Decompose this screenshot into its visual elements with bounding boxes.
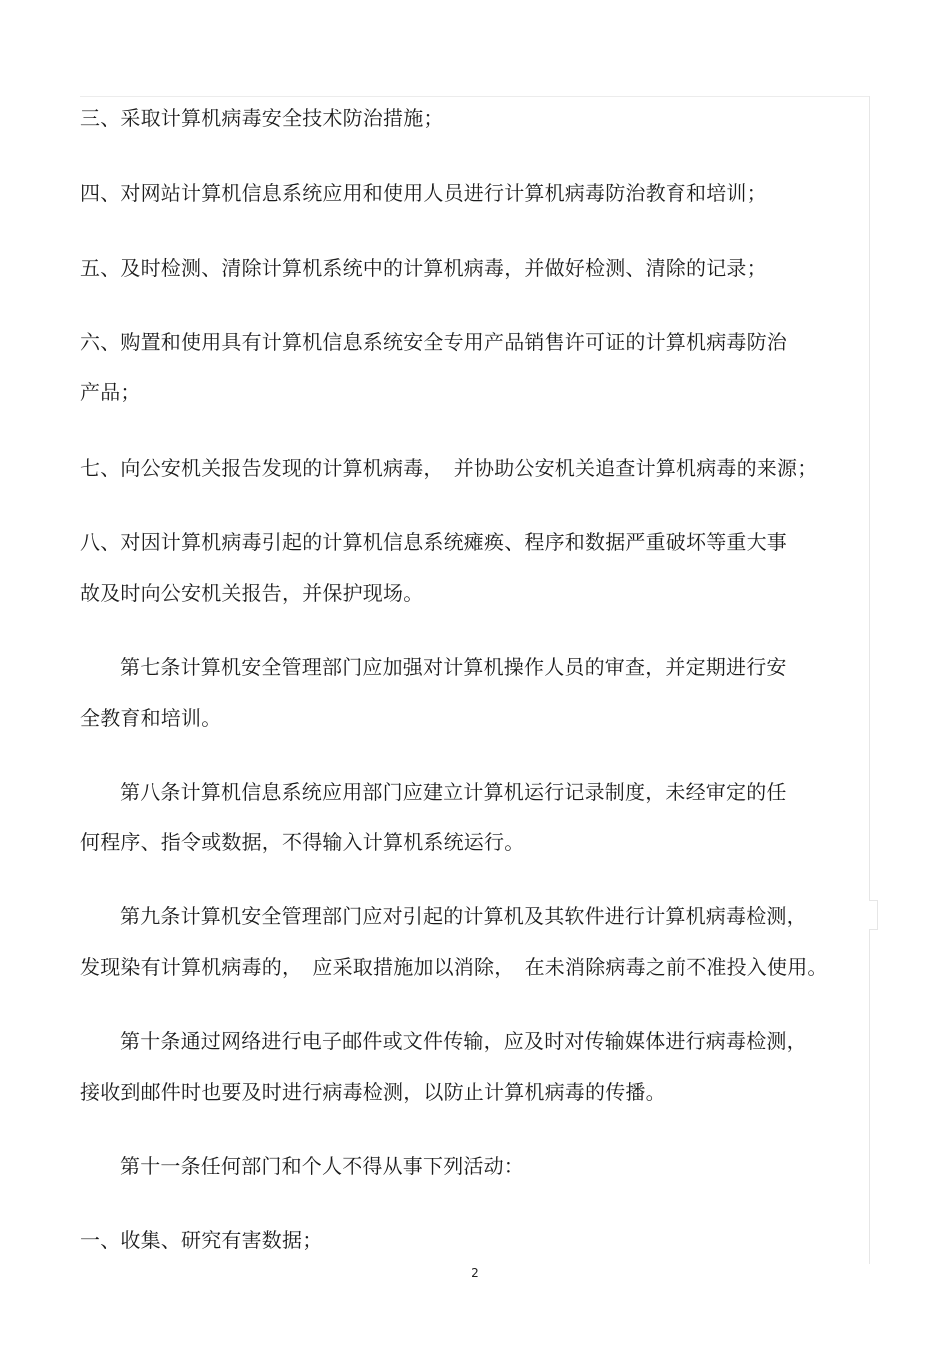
text-line: 第七条计算机安全管理部门应加强对计算机操作人员的审查，并定期进行安 (120, 655, 787, 679)
text-line: 产品； (80, 380, 141, 404)
text-line: 第九条计算机安全管理部门应对引起的计算机及其软件进行计算机病毒检测， (120, 904, 807, 928)
page-side-tab (869, 900, 878, 930)
text-line: 六、购置和使用具有计算机信息系统安全专用产品销售许可证的计算机病毒防治 (80, 330, 787, 354)
text-line: 故及时向公安机关报告，并保护现场。 (80, 581, 424, 605)
text-line: 四、对网站计算机信息系统应用和使用人员进行计算机病毒防治教育和培训； (80, 181, 767, 205)
page-number: 2 (471, 1266, 479, 1280)
text-line: 一、收集、研究有害数据； (80, 1228, 323, 1252)
page-top-border (80, 96, 870, 97)
text-line: 五、及时检测、清除计算机系统中的计算机病毒，并做好检测、清除的记录； (80, 256, 767, 280)
text-line: 三、采取计算机病毒安全技术防治措施； (80, 106, 444, 130)
text-line: 八、对因计算机病毒引起的计算机信息系统瘫痪、程序和数据严重破坏等重大事 (80, 530, 787, 554)
text-line: 何程序、指令或数据，不得输入计算机系统运行。 (80, 830, 525, 854)
text-line: 第十一条任何部门和个人不得从事下列活动： (120, 1154, 524, 1178)
text-line: 七、向公安机关报告发现的计算机病毒， 并协助公安机关追查计算机病毒的来源； (80, 456, 818, 480)
text-line: 全教育和培训。 (80, 706, 222, 730)
text-line: 第八条计算机信息系统应用部门应建立计算机运行记录制度，未经审定的任 (120, 780, 787, 804)
page-right-border (869, 96, 870, 1264)
text-line: 发现染有计算机病毒的， 应采取措施加以消除， 在未消除病毒之前不准投入使用。 (80, 955, 828, 979)
text-line: 第十条通过网络进行电子邮件或文件传输，应及时对传输媒体进行病毒检测， (120, 1029, 807, 1053)
text-line: 接收到邮件时也要及时进行病毒检测，以防止计算机病毒的传播。 (80, 1080, 666, 1104)
